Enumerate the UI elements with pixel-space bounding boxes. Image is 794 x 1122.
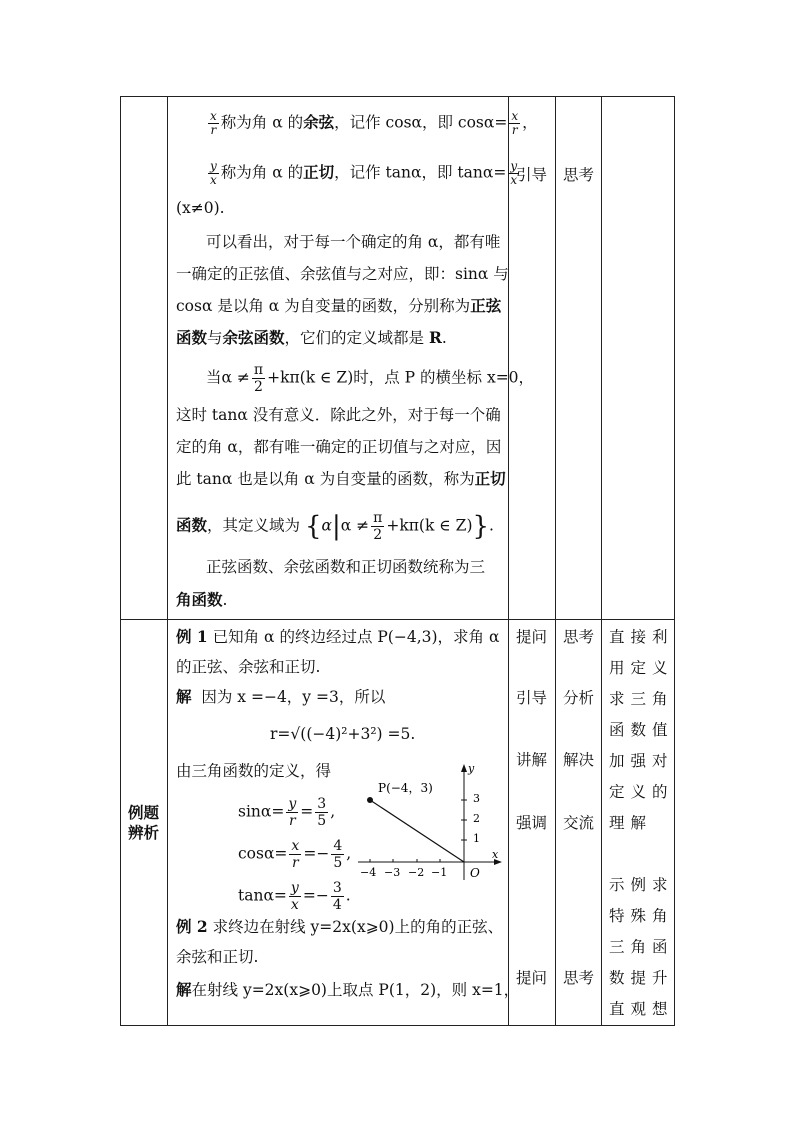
terminal-side — [370, 800, 464, 862]
section-label: 例题 辨析 — [128, 804, 160, 842]
y-tick-label: 3 — [473, 792, 480, 805]
table-border-bottom — [120, 1025, 675, 1026]
table-row-divider — [120, 619, 675, 620]
tangent-undefined-condition: 当α ≠ $\frac{\pi}{2}$ +kπ(k ∈ Z)时，点 P 的横坐标 x=0， — [206, 362, 535, 395]
x-tick-label: −4 — [360, 866, 377, 879]
student-activity: 交流 — [563, 814, 595, 832]
paragraph-line: 这时 tanα 没有意义．除此之外，对于每一个确 — [176, 406, 501, 424]
example-1-statement: 例 1 已知角 α 的终边经过点 P(−4,3)，求角 α — [176, 627, 500, 646]
x-tick-label: −2 — [408, 866, 425, 879]
student-activity: 思考 — [563, 628, 595, 646]
paragraph-line: 正弦函数、余弦函数和正切函数统称为三 — [206, 558, 486, 576]
definition-line: 由三角函数的定义，得 — [176, 762, 332, 780]
solution-1-intro: 解 因为 x =−4，y =3，所以 — [176, 687, 386, 706]
teacher-activity: 引导 — [516, 166, 548, 184]
student-activity: 思考 — [563, 969, 595, 987]
student-activity: 思考 — [563, 166, 595, 184]
paragraph-line: 函数与余弦函数，它们的定义域都是 R. — [176, 328, 447, 347]
radius-equation: r=√((−4)²+3²) =5. — [270, 725, 416, 743]
paragraph-line: 角函数. — [176, 590, 228, 609]
cosine-value: cosα= $\frac{x}{r}$ =− $\frac{4}{5}$ , — [238, 838, 352, 871]
example-2-statement-cont: 余弦和正切. — [176, 948, 259, 966]
example-2-statement: 例 2 求终边在射线 y=2x(x⩾0)上的角的正弦、 — [176, 917, 504, 936]
x-tick-label: −3 — [384, 866, 401, 879]
teacher-activity: 强调 — [516, 814, 548, 832]
tangent-definition: $\frac{y}{x}$ 称为角 α 的正切，记作 tanα，即 tanα= $\frac{y}{x}$ — [210, 159, 518, 187]
design-notes-1: 直接利 用定义 求三角 函数值 加强对 定义的 理解 — [609, 628, 674, 832]
paragraph-line: 此 tanα 也是以角 α 为自变量的函数，称为正切 — [176, 469, 506, 488]
table-col-divider-4 — [601, 96, 602, 1026]
solution-2-intro: 解在射线 y=2x(x⩾0)上取点 P(1，2)，则 x=1， — [176, 980, 520, 999]
teacher-activity: 讲解 — [516, 751, 548, 769]
cosine-definition: $\frac{x}{r}$ 称为角 α 的余弦，记作 cosα，即 cosα= $\frac{x}{r}$ ， — [210, 109, 538, 137]
student-activity: 分析 — [563, 689, 595, 707]
table-border-top — [120, 96, 675, 97]
tangent-condition: (x≠0). — [176, 199, 225, 217]
table-border-left — [120, 96, 121, 1026]
x-axis-label: x — [492, 848, 499, 861]
student-activity: 解决 — [563, 751, 595, 769]
table-col-divider-1 — [167, 96, 168, 1026]
tangent-domain: 函数，其定义域为 {α|α ≠ $\frac{\pi}{2}$ +kπ(k ∈ Z)}. — [176, 510, 494, 543]
point-p-label: P(−4，3) — [378, 781, 433, 795]
teacher-activity: 引导 — [516, 689, 548, 707]
y-axis-arrow — [461, 764, 467, 772]
table-col-divider-3 — [555, 96, 556, 1026]
teacher-activity: 提问 — [516, 628, 548, 646]
paragraph-line: 一确定的正弦值、余弦值与之对应，即：sinα 与 — [176, 265, 509, 283]
example-1-statement-cont: 的正弦、余弦和正切. — [176, 658, 321, 676]
x-tick-label: −1 — [431, 866, 448, 879]
design-notes-2: 示例求 特殊角 三角函 数提升 直观想 — [609, 876, 674, 1018]
paragraph-line: cosα 是以角 α 为自变量的函数，分别称为正弦 — [176, 296, 502, 315]
table-col-divider-2 — [508, 96, 509, 1026]
y-tick-label: 2 — [473, 812, 480, 825]
origin-label: O — [470, 866, 480, 880]
tangent-value: tanα= $\frac{y}{x}$ =− $\frac{3}{4}$ . — [238, 880, 351, 913]
point-p — [367, 797, 373, 803]
paragraph-line: 可以看出，对于每一个确定的角 α，都有唯 — [206, 233, 501, 251]
teacher-activity: 提问 — [516, 969, 548, 987]
y-axis-label: y — [468, 762, 475, 775]
sine-value: sinα= $\frac{y}{r}$ = $\frac{3}{5}$ , — [238, 796, 336, 829]
y-tick-label: 1 — [473, 832, 480, 845]
table-border-right — [674, 96, 675, 1026]
paragraph-line: 定的角 α，都有唯一确定的正切值与之对应，因 — [176, 438, 502, 456]
coordinate-graph — [352, 760, 504, 882]
